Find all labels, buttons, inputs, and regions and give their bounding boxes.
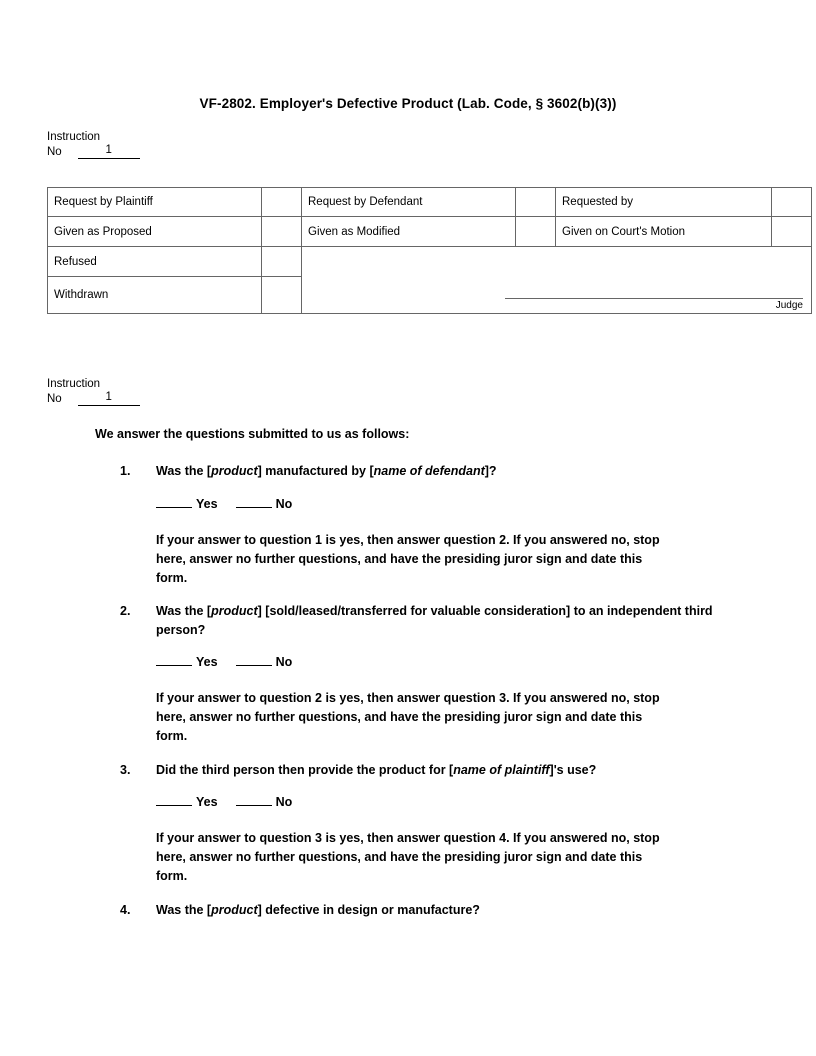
question-1-text-part1: Was the [ bbox=[156, 464, 212, 478]
page-title: VF-2802. Employer's Defective Product (Lab. Code, § 3602(b)(3)) bbox=[199, 96, 617, 111]
instruction-number-row bbox=[47, 391, 140, 406]
cell-requested-by: Requested by bbox=[556, 188, 772, 217]
answer-3-yes-blank[interactable] bbox=[156, 794, 192, 806]
table-row bbox=[48, 217, 812, 247]
table-row bbox=[48, 247, 812, 277]
question-4-text-part1: Was the [ bbox=[156, 903, 212, 917]
checkbox-request-by-defendant[interactable] bbox=[516, 188, 556, 217]
question-3-note: If your answer to question 3 is yes, then answer question 4. If you answered no, stop here, answer no further questions, and have the presiding juror sign and date this form. bbox=[156, 831, 660, 883]
cell-request-by-defendant: Request by Defendant bbox=[302, 188, 516, 217]
checkbox-given-on-courts-motion[interactable] bbox=[772, 217, 812, 247]
question-4-number: 4. bbox=[120, 903, 131, 917]
question-3-text-part2: ]'s use? bbox=[549, 763, 597, 777]
question-4 bbox=[120, 901, 740, 920]
answer-3-yes-label: Yes bbox=[196, 795, 218, 809]
checkbox-refused[interactable] bbox=[262, 247, 302, 277]
signature-wrap bbox=[302, 297, 803, 311]
question-1-number: 1. bbox=[120, 464, 131, 478]
cell-withdrawn bbox=[48, 277, 262, 314]
answer-2-no-label: No bbox=[275, 655, 293, 669]
question-1-text bbox=[156, 462, 740, 481]
answer-1-yes-label: Yes bbox=[196, 497, 218, 511]
cell-refused: Refused bbox=[48, 247, 262, 277]
question-4-text bbox=[156, 901, 740, 920]
checkbox-given-as-proposed[interactable] bbox=[262, 217, 302, 247]
judge-signature-label: Judge bbox=[775, 300, 803, 311]
question-3-number: 3. bbox=[120, 763, 131, 777]
answer-1-yes-blank[interactable] bbox=[156, 496, 192, 508]
question-2-note: If your answer to question 2 is yes, then answer question 3. If you answered no, stop here, answer no further questions, and have the presiding juror sign and date this form. bbox=[156, 691, 660, 743]
disposition-table bbox=[47, 187, 812, 314]
answer-3-no-blank[interactable] bbox=[236, 794, 272, 806]
checkbox-withdrawn[interactable] bbox=[262, 277, 302, 314]
instruction-number-bottom bbox=[47, 377, 140, 406]
cell-given-on-courts-motion: Given on Court's Motion bbox=[556, 217, 772, 247]
judge-signature-area[interactable] bbox=[302, 247, 812, 314]
instruction-number-field-top[interactable]: 1 bbox=[78, 144, 140, 159]
instruction-label: Instruction bbox=[47, 378, 101, 390]
question-2-text-part1: Was the [ bbox=[156, 604, 212, 618]
question-3-text bbox=[156, 761, 740, 780]
cell-given-as-modified: Given as Modified bbox=[302, 217, 516, 247]
checkbox-given-as-modified[interactable] bbox=[516, 217, 556, 247]
question-2 bbox=[120, 602, 740, 640]
instruction-no-label: No bbox=[47, 146, 62, 158]
question-1-note: If your answer to question 1 is yes, then answer question 2. If you answered no, stop here, answer no further questions, and have the presiding juror sign and date this form. bbox=[156, 533, 660, 585]
checkbox-request-by-plaintiff[interactable] bbox=[262, 188, 302, 217]
verdict-intro: We answer the questions submitted to us as follows: bbox=[95, 427, 410, 441]
question-3-text-part1: Did the third person then provide the product for [ bbox=[156, 763, 454, 777]
question-2-placeholder-product: product bbox=[211, 604, 258, 618]
instruction-number-row bbox=[47, 144, 140, 159]
question-4-text-part2: ] defective in design or manufacture? bbox=[257, 903, 480, 917]
answer-2-yes-blank[interactable] bbox=[156, 654, 192, 666]
answer-line-2 bbox=[156, 654, 292, 669]
checkbox-requested-by[interactable] bbox=[772, 188, 812, 217]
question-1-text-part2: ] manufactured by [ bbox=[257, 464, 374, 478]
answer-3-no-label: No bbox=[275, 795, 293, 809]
answer-2-no-blank[interactable] bbox=[236, 654, 272, 666]
question-2-text-part2: ] [sold/leased/transferred for valuable consideration] to an independent third person? bbox=[156, 604, 713, 637]
question-3 bbox=[120, 761, 740, 780]
question-2-number: 2. bbox=[120, 604, 131, 618]
cell-request-by-plaintiff: Request by Plaintiff bbox=[48, 188, 262, 217]
answer-1-no-blank[interactable] bbox=[236, 496, 272, 508]
instruction-number-field-bottom[interactable]: 1 bbox=[78, 391, 140, 406]
answer-1-no-label: No bbox=[275, 497, 293, 511]
instruction-number-top bbox=[47, 130, 140, 159]
answer-2-yes-label: Yes bbox=[196, 655, 218, 669]
instruction-no-label: No bbox=[47, 393, 62, 405]
question-1-placeholder-product: product bbox=[211, 464, 258, 478]
question-1-text-part3: ]? bbox=[484, 464, 497, 478]
question-1 bbox=[120, 462, 740, 481]
question-3-placeholder-plaintiff: name of plaintiff bbox=[453, 763, 550, 777]
cell-given-as-proposed: Given as Proposed bbox=[48, 217, 262, 247]
instruction-label: Instruction bbox=[47, 131, 101, 143]
answer-line-1 bbox=[156, 496, 292, 511]
question-2-text bbox=[156, 602, 740, 640]
question-4-placeholder-product: product bbox=[211, 903, 258, 917]
question-1-placeholder-defendant: name of defendant bbox=[373, 464, 485, 478]
cell-withdrawn-label: Withdrawn bbox=[54, 289, 109, 301]
answer-line-3 bbox=[156, 794, 292, 809]
table-row bbox=[48, 188, 812, 217]
